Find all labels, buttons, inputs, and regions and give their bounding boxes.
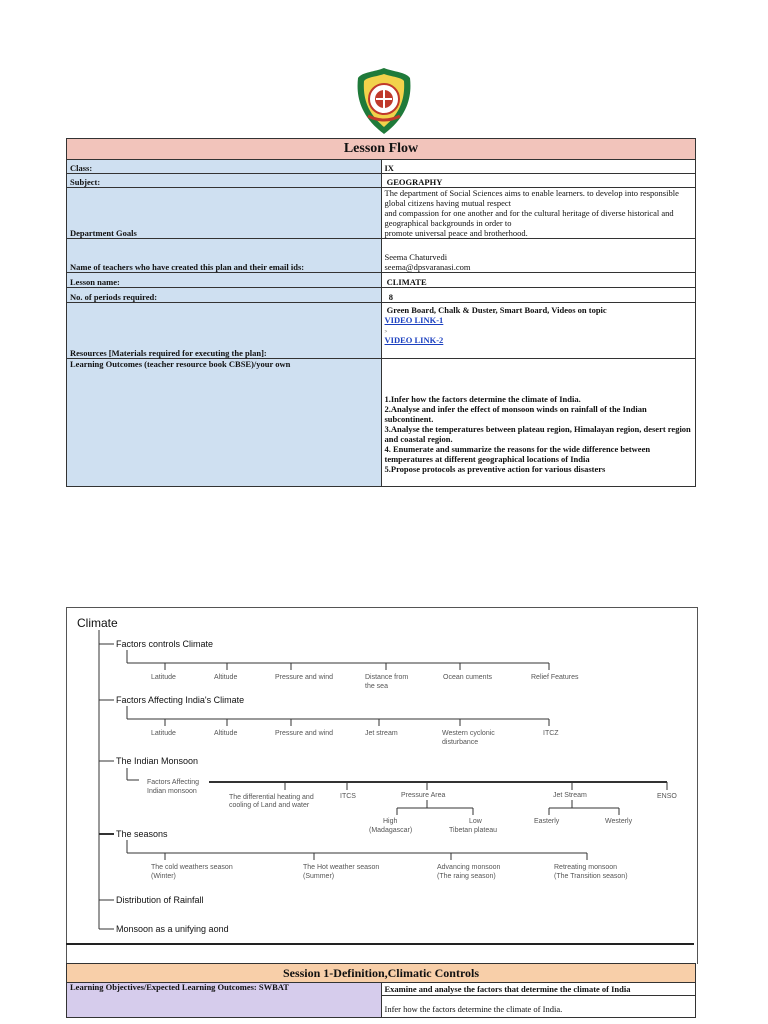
season-item: (The Transition season): [554, 873, 628, 880]
monsoon-item: Pressure Area: [401, 792, 446, 799]
pressure-item: High: [383, 818, 398, 825]
monsoon-item: ITCS: [340, 793, 356, 800]
subject-label: Subject:: [67, 174, 382, 188]
india-item: disturbance: [442, 739, 479, 746]
monsoon-item: The differential heating and: [229, 794, 314, 801]
lesson-name-text: CLIMATE: [386, 277, 427, 287]
jet-item: Easterly: [534, 818, 560, 825]
session-table: [66, 963, 696, 1018]
india-item: Jet stream: [365, 730, 398, 737]
india-item: Western cyclonic: [442, 730, 495, 737]
session-outcome: Infer how the factors determine the climate of India.: [381, 996, 696, 1018]
factors-item: Altitude: [214, 674, 238, 681]
outcome-item: 4. Enumerate and summarize the reasons for the wide difference between temperatures at different geographical locations of India: [384, 444, 651, 464]
india-item: Latitude: [151, 730, 176, 737]
subject-text: GEOGRAPHY: [386, 177, 443, 187]
lesson-name-label: Lesson name:: [67, 273, 382, 288]
branch-rainfall-title: Distribution of Rainfall: [116, 895, 204, 905]
factors-item: Pressure and wind: [275, 674, 333, 681]
season-item: Retreating monsoon: [554, 864, 618, 871]
season-item: The Hot weather season: [303, 864, 380, 871]
resources-text: [385, 305, 693, 315]
factors-item: Distance from: [365, 674, 409, 681]
monsoon-sub: Indian monsoon: [147, 788, 197, 795]
resources-value: [381, 303, 696, 359]
branch-bond-title: Monsoon as a unifying aond: [116, 924, 229, 934]
goals-line: The department of Social Sciences aims to enable learners. to develop into responsible global citizens having mutual respect: [384, 188, 679, 208]
outcome-item: 1.Infer how the factors determine the climate of India.: [384, 394, 581, 404]
video-link-1[interactable]: VIDEO LINK-1: [384, 315, 444, 325]
monsoon-sub: Factors Affecting: [147, 779, 200, 786]
learning-outcomes-value: [381, 359, 696, 487]
mindmap-divider: [66, 943, 694, 945]
learning-outcomes-label: Learning Outcomes (teacher resource book CBSE)/your own: [67, 359, 382, 487]
outcome-item: 5.Propose protocols as preventive action for various disasters: [384, 464, 606, 474]
pressure-item: (Madagascar): [369, 827, 413, 834]
teachers-value: [381, 239, 696, 273]
session-objective: Examine and analyse the factors that determine the climate of India: [381, 983, 696, 996]
season-item: (The raing season): [437, 873, 496, 880]
outcome-item: 3.Analyse the temperatures between plateau region, Himalayan region, desert region and coastal region.: [384, 424, 691, 444]
season-item: (Summer): [303, 873, 335, 880]
season-item: (Winter): [151, 873, 176, 880]
branch-monsoon-title: The Indian Monsoon: [116, 756, 199, 766]
subject-value: [381, 174, 696, 188]
outcome-item: 2.Analyse and infer the effect of monsoon winds on rainfall of the Indian subcontinent.: [384, 404, 647, 424]
resources-list: Green Board, Chalk & Duster, Smart Board, Videos on topic: [386, 305, 607, 315]
teacher-email: seema@dpsvaranasi.com: [384, 262, 471, 272]
india-item: ITCZ: [543, 730, 559, 737]
monsoon-item: cooling of Land and water: [229, 802, 310, 809]
india-item: Pressure and wind: [275, 730, 333, 737]
video-link-1-tail[interactable]: >: [384, 330, 388, 335]
mindmap-root: Climate: [77, 616, 118, 630]
department-goals-value: [381, 188, 696, 239]
branch-seasons-title: The seasons: [116, 829, 168, 839]
season-item: Advancing monsoon: [437, 864, 501, 871]
india-item: Altitude: [214, 730, 238, 737]
branch-factors-title: Factors controls Climate: [116, 639, 214, 649]
goals-line: promote universal peace and brotherhood.: [384, 228, 528, 238]
session-objectives-label: Learning Objectives/Expected Learning Outcomes: SWBAT: [67, 983, 382, 1018]
pressure-item: Low: [469, 818, 482, 825]
lesson-flow-title: Lesson Flow: [67, 139, 696, 160]
jet-item: Westerly: [605, 818, 633, 825]
monsoon-item: ENSO: [657, 793, 677, 800]
season-item: The cold weathers season: [151, 864, 233, 871]
mindmap-diagram: [67, 608, 697, 964]
periods-value: [381, 288, 696, 303]
department-goals-label: Department Goals: [67, 188, 382, 239]
resources-label: Resources [Materials required for executing the plan]:: [67, 303, 382, 359]
goals-line: and compassion for one another and for the cultural heritage of diverse historical and geographical backgrounds in order to: [384, 208, 674, 228]
teacher-name: Seema Chaturvedi: [384, 252, 448, 262]
climate-mindmap: [66, 607, 698, 964]
class-label: Class:: [67, 160, 382, 174]
pressure-item: Tibetan plateau: [449, 827, 497, 834]
teachers-label: Name of teachers who have created this plan and their email ids:: [67, 239, 382, 273]
periods-text: 8: [388, 292, 393, 302]
factors-item: Ocean cuments: [443, 674, 493, 681]
factors-item: Relief Features: [531, 674, 579, 681]
periods-label: No. of periods required:: [67, 288, 382, 303]
session-title: Session 1-Definition,Climatic Controls: [67, 964, 696, 983]
school-crest-icon: [354, 66, 414, 136]
factors-item: the sea: [365, 683, 388, 690]
factors-item: Latitude: [151, 674, 176, 681]
lesson-flow-table: [66, 138, 696, 487]
video-link-2[interactable]: VIDEO LINK-2: [384, 335, 444, 345]
lesson-name-value: [381, 273, 696, 288]
class-value: IX: [381, 160, 696, 174]
branch-india-title: Factors Affecting India's Climate: [116, 695, 245, 705]
monsoon-item: Jet Stream: [553, 792, 587, 799]
